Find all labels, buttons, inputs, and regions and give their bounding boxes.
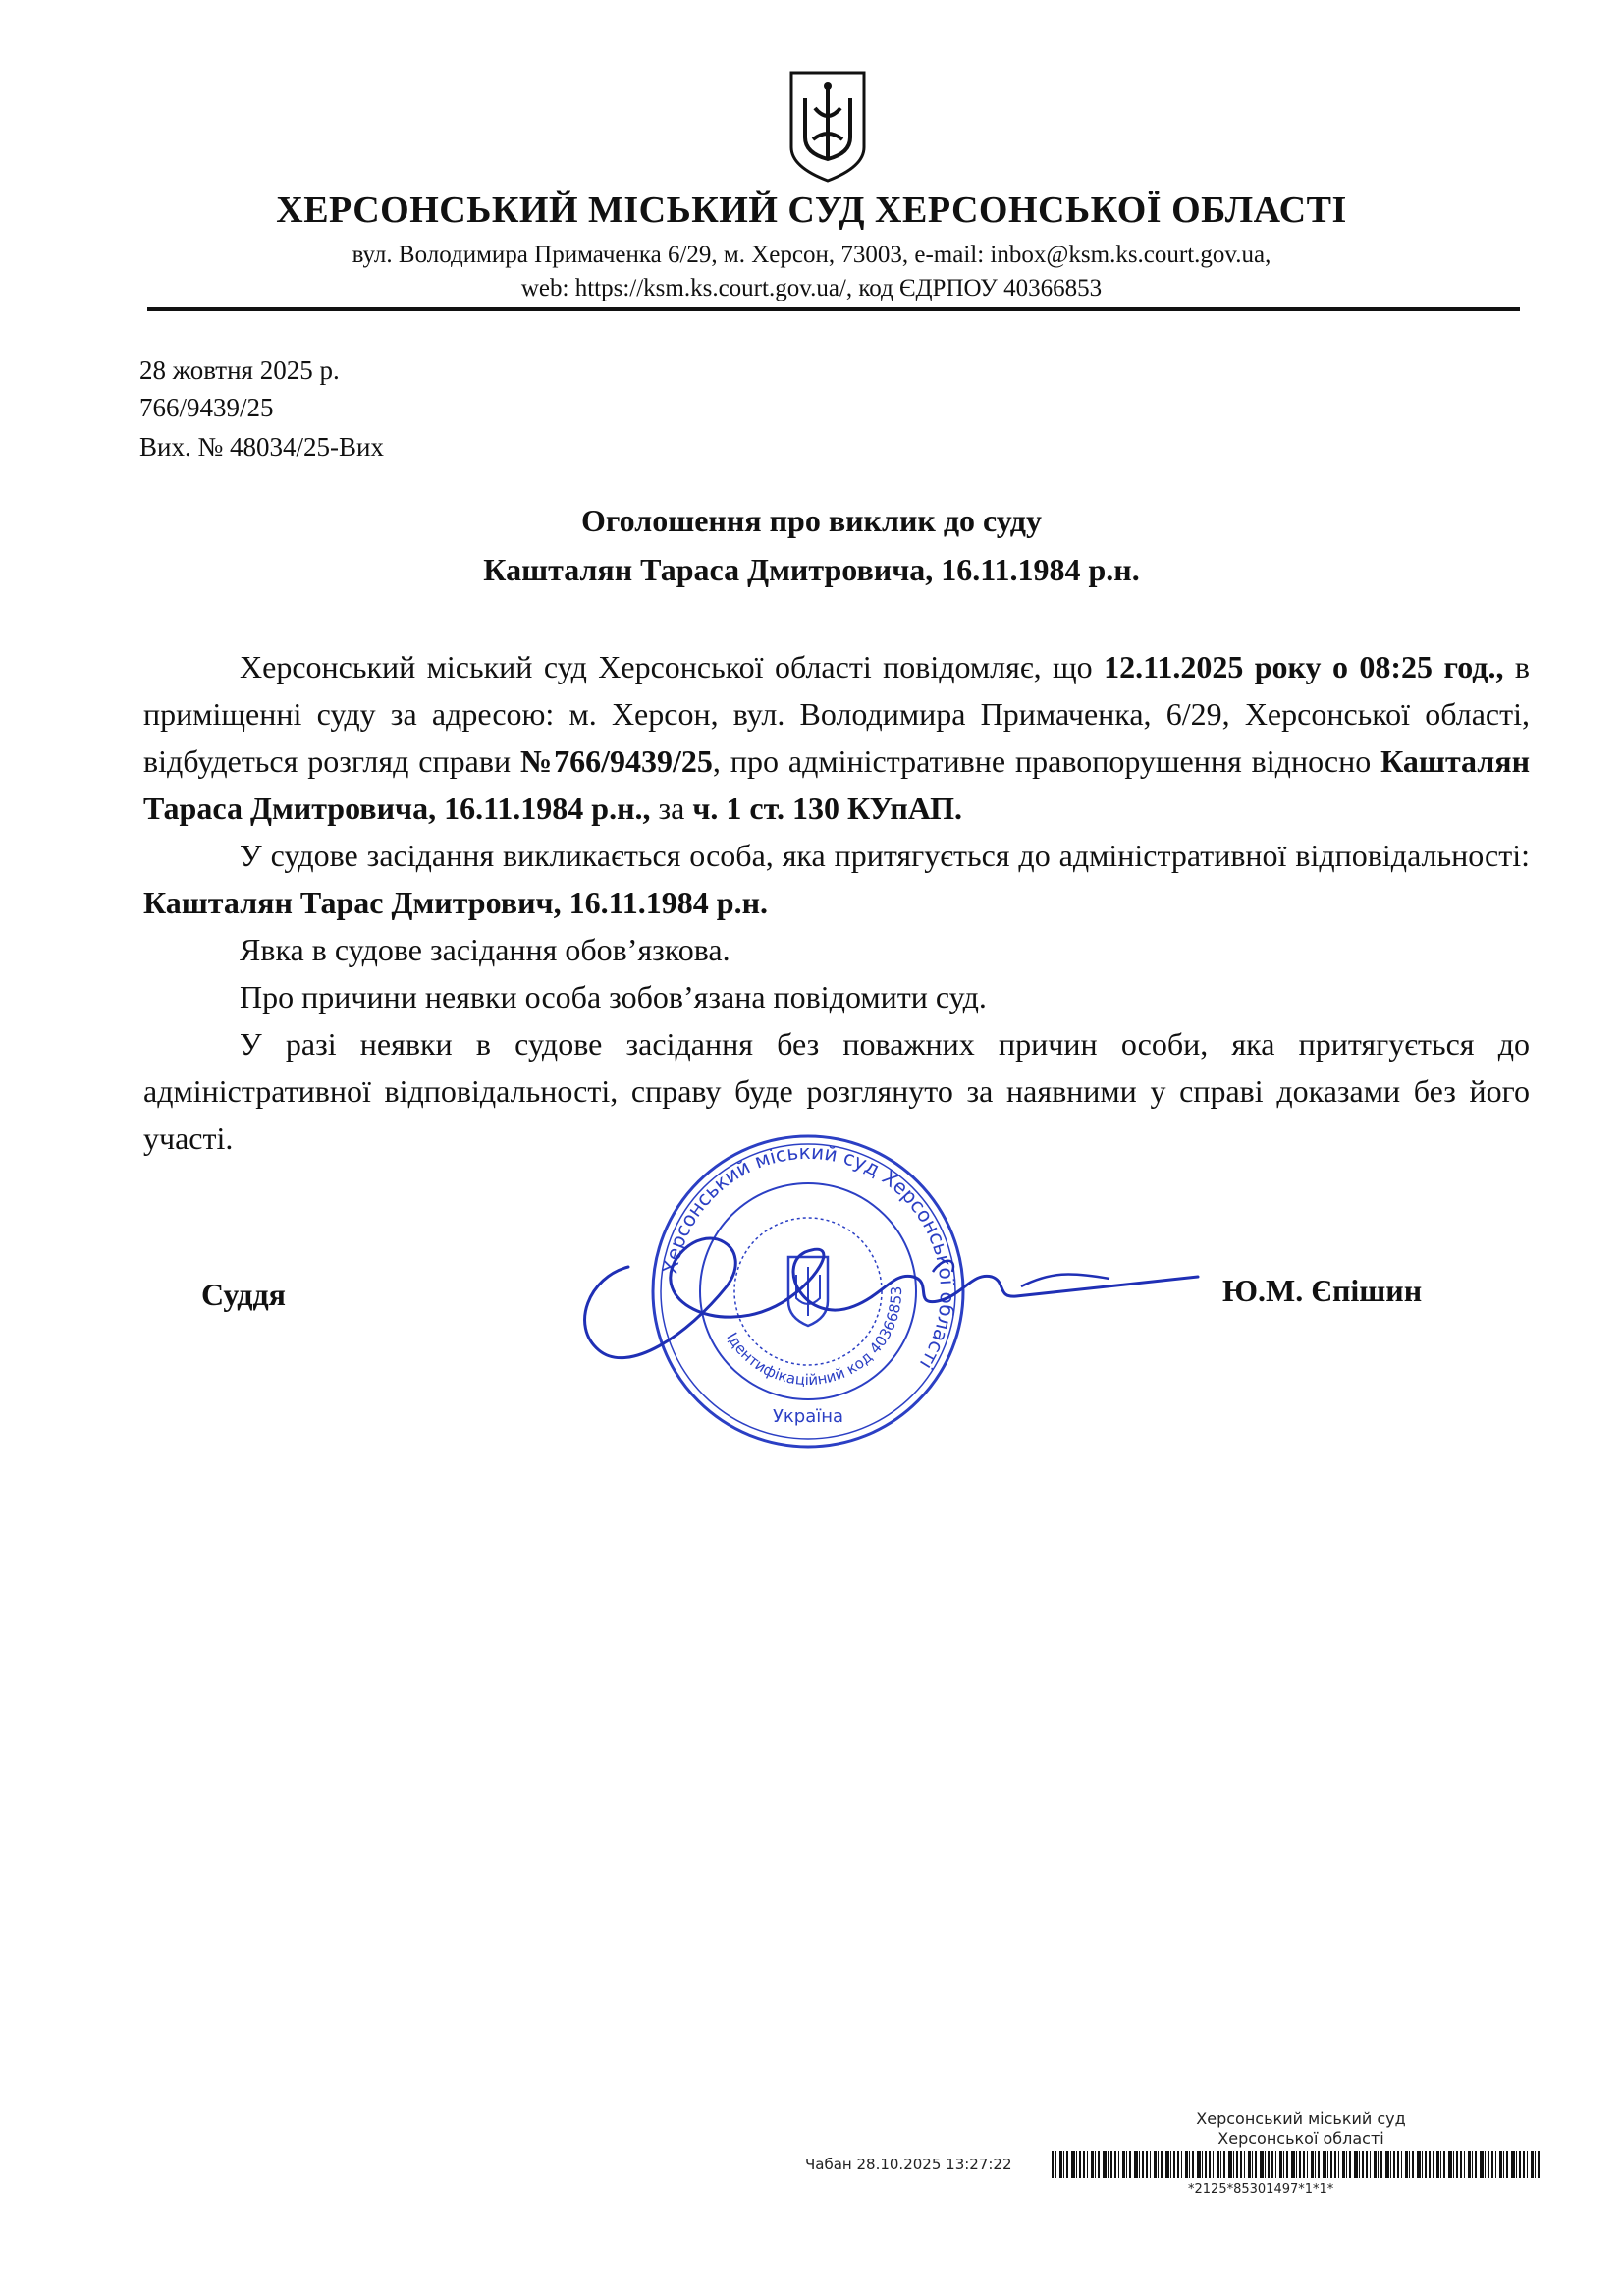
registration-stamp: Чабан 28.10.2025 13:27:22 — [805, 2156, 1012, 2173]
document-date: 28 жовтня 2025 р. — [139, 355, 340, 385]
law-article: ч. 1 ст. 130 КУпАП. — [692, 791, 962, 826]
signature-label: Суддя — [201, 1277, 286, 1312]
seal-inner-text: Ідентифікаційний код 40366853 — [723, 1285, 906, 1390]
paragraph-consequence: У разі неявки в судове засідання без поважних причин особи, яка притягується до адміністративної відповідальності, справу буде розглянуто за наявними у справі доказами без його участі. — [143, 1026, 1530, 1156]
p1-text: , про адміністративне правопорушення відносно — [712, 743, 1381, 779]
registration-court-line1: Херсонський міський суд — [1196, 2109, 1406, 2128]
seal-country: Україна — [772, 1406, 844, 1427]
p1-text: Херсонський міський суд Херсонської області повідомляє, що — [240, 649, 1105, 684]
hearing-datetime: 12.11.2025 року о 08:25 год., — [1104, 649, 1504, 684]
court-address: вул. Володимира Примаченка 6/29, м. Херсон, 73003, e-mail: inbox@ksm.ks.court.gov.ua, — [352, 242, 1271, 268]
paragraph-notify: Про причини неявки особа зобов’язана повідомити суд. — [240, 979, 987, 1014]
coat-of-arms-emblem — [785, 69, 870, 185]
barcode-number: *2125*85301497*1*1* — [1188, 2182, 1334, 2197]
paragraph-attendance: Явка в судове засідання обов’язкова. — [240, 932, 730, 967]
paragraph-summoned — [143, 832, 1530, 926]
barcode — [1052, 2151, 1542, 2178]
registration-court-line2: Херсонської області — [1217, 2129, 1384, 2148]
court-web-and-code: web: https://ksm.ks.court.gov.ua/, код ЄДРПОУ 40366853 — [520, 275, 1103, 301]
notice-subject: Кашталян Тараса Дмитровича, 16.11.1984 р.н. — [483, 552, 1140, 587]
p1-text: за — [650, 791, 693, 826]
outgoing-number: Вих. № 48034/25-Вих — [139, 432, 384, 462]
p1-text: в приміщенні суду за адресою: м. Херсон, вул. Володимира Примаченка, 6/29, Херсонської області, відбудеться розгляд справи — [143, 649, 1531, 779]
judge-name: Ю.М. Єпішин — [1222, 1273, 1423, 1308]
case-ref: №766/9439/25 — [520, 743, 713, 779]
notice-title: Оголошення про виклик до суду — [581, 503, 1042, 538]
judge-signature — [560, 1178, 1208, 1385]
header-divider — [147, 307, 1520, 311]
notice-body — [143, 643, 1530, 1162]
p2-text: У судове засідання викликається особа, яка притягується до адміністративної відповідальності: — [240, 838, 1530, 873]
person-name: Кашталян Тараса Дмитровича, 16.11.1984 р.н., — [143, 743, 1531, 826]
seal-outer-text: Херсонський міський суд Херсонської області — [658, 1139, 960, 1374]
court-name: ХЕРСОНСЬКИЙ МІСЬКИЙ СУД ХЕРСОНСЬКОЇ ОБЛАСТІ — [276, 190, 1347, 231]
summoned-person: Кашталян Тарас Дмитрович, 16.11.1984 р.н. — [143, 885, 769, 920]
registration-court — [1173, 2109, 1429, 2149]
paragraph-hearing — [143, 643, 1530, 832]
case-number: 766/9439/25 — [139, 393, 274, 422]
